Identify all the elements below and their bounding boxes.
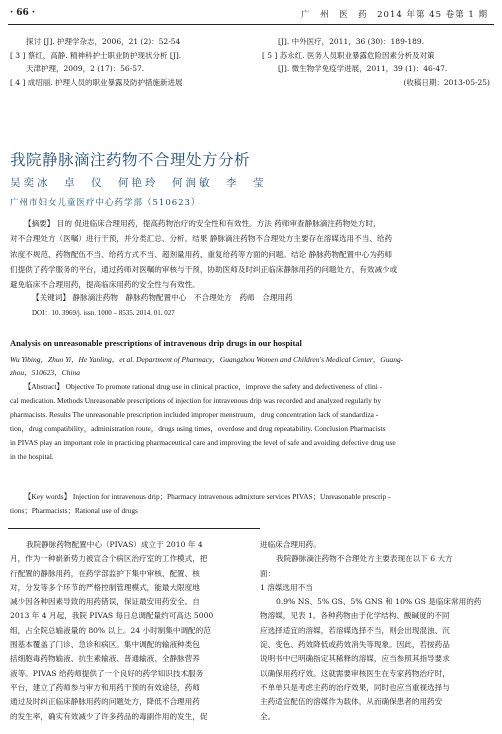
abstract-cn-line: 对不合理处方（医嘱）进行干预，并分类汇总、分析。结果 静脉滴注药物不合理处方主要存在溶媒选用不当、给药 (10, 234, 393, 244)
section-rule (8, 528, 260, 529)
body-line: 围基本覆盖了门诊、急诊和病区。集中调配的输液种类包 (10, 640, 200, 650)
body-line: 全。 (260, 711, 276, 721)
english-title: Analysis on unreasonable prescriptions of intravenous drip drugs in our hospital (10, 338, 302, 348)
english-abstract-line: in the hospital. (10, 451, 54, 461)
body-line: 平台，建立了药师参与审方和用药干预的有效途径，药师 (10, 682, 200, 692)
body-line: 通过及时纠正临床静脉用药的问题处方，降低不合理用药 (10, 697, 200, 707)
body-left-column (10, 538, 248, 724)
reference-line: 天津护理，2009，2 (17)：56-57. (26, 64, 145, 73)
english-abstract (10, 380, 490, 463)
keywords-cn: 【关键词】 静脉滴注药物 静脉药物配置中心 不合理处方 药师 合理用药 (32, 293, 293, 302)
reference-line: [ 3 ] 蔡红，高静. 精神科护士职业防护现状分析 [J]. (10, 50, 182, 60)
body-line: 减少因各种因素导致的用药错误，保证最安用药安全。自 (10, 597, 200, 607)
english-abstract-line: in PIVAS play an important role in practicing pharmaceutical care and improving the level of safe and avoiding defective drug use (10, 437, 396, 447)
english-abstract-line: tion，drug compatibility，administration route，drugs using times，overdose and drug repeatability. Conclusion Pharmacists (10, 423, 386, 433)
body-line: 以确保用药疗效。这就需要审核医生在专家药物治疗时， (260, 668, 450, 678)
english-keywords (10, 490, 490, 518)
body-line: 进临床合理用药。 (260, 540, 321, 549)
body-line: 行配置的静脉用药，在药学部监护下集中审核、配置、核 (10, 568, 200, 578)
body-line: 不单单只是考虑主药的治疗效果，同时也应当重视选择与 (260, 682, 450, 692)
body-line: 液等。PIVAS 给药师提供了一个良好的药学知识技术服务 (10, 668, 204, 678)
english-abstract-line: 【Abstract】 Objective To promote rational drug use in clinical practice，improve the safety and defectiveness of clini - (24, 382, 383, 391)
abstract-cn-line: 【摘要】 目的 促进临床合理用药，提高药物治疗的安全性和有效性。方法 药师审查静脉滴注药物处方时， (24, 219, 381, 228)
reference-line: [J]. 微生物学免疫学进展，2011，39 (1)：46-47. (278, 64, 448, 73)
body-line: 我院静脉药物配置中心（PIVAS）成立于 2010 年 4 (26, 540, 203, 549)
body-line: 物溶媒，见表 1。各种药物由于化学结构、酸碱度的不同 (260, 611, 450, 621)
body-line: 说明书中已明确指定其稀释的溶媒，应当参照其指导要求 (260, 654, 450, 664)
body-line: 的发生率，确实有效减少了许多药品的毒副作用的发生，促 (10, 711, 208, 721)
doi: DOI：10. 3969/j. issn. 1000 – 8535. 2014. 01. 027 (32, 309, 175, 317)
references-right (262, 35, 490, 89)
reference-line: (收稿日期：2013-05-25) (403, 77, 490, 87)
references-left (10, 35, 250, 89)
abstract-cn-line: 们提供了药学服务的平台，通过药师对医嘱的审核与干预，协助医师及时纠正临床静脉用药的问题处方，有效减少或 (10, 264, 398, 274)
body-line: 主药适宜配伍的溶媒作为载体，从而确保患者的用药安 (260, 697, 443, 707)
english-authors (10, 353, 490, 379)
body-line: 淀、变色、药效降低或药效消失等现象。因此，若按药品 (260, 640, 450, 650)
authors: 吴奕冰 卓 仪 何艳玲 何润敏 李 莹 (10, 177, 267, 189)
english-abstract-line: pharmacists. Results The unreasonable prescription included improper menstruum，drug concentration lack of standardiza - (10, 409, 379, 419)
reference-line: [ 4 ] 成绍丽. 护理人员的职业暴露及防护措施新进展 (10, 77, 183, 87)
body-line: 应选择适宜的溶媒，若溶媒选择不当，则会出现混浊、沉 (260, 625, 450, 635)
article-title: 我院静脉滴注药物不合理处方分析 (10, 151, 251, 169)
body-line: 1 溶媒选用不当 (260, 582, 313, 592)
body-line: 2013 年 4 月起，我院 PIVAS 每日总调配量约可高达 5000 (10, 611, 214, 621)
body-right-column (260, 538, 492, 724)
abstract-cn-line: 浓度不规范、药物配伍不当、给药方式不当、超剂量用药、重复给药等方面的问题。结论 静脉药物配置中心为药师 (10, 249, 393, 259)
body-line: 月，作为一种崭新势力被宣合个病区治疗室的工作模式，把 (10, 554, 208, 564)
body-line: 对，分发等多个环节的严格控制管理模式，能最大限度地 (10, 582, 200, 592)
body-line: 面： (260, 568, 276, 578)
affiliation: 广州市妇女儿童医疗中心药学部（510623） (10, 198, 201, 208)
body-line: 括细胞毒药物输液、抗生素输液、普通输液、全静脉营养 (10, 654, 200, 664)
body-line: 我院静脉滴注药物不合理处方主要表现在以下 6 大方 (276, 554, 453, 564)
english-authors-line: zhou，510623，China (10, 368, 81, 377)
body-line: 0.9% NS、5% GS、5% GNS 和 10% GS 是临床常用的药 (276, 597, 482, 607)
header-rule (8, 24, 494, 25)
reference-line: [ 5 ] 苏永红. 医务人员职业暴露危险因素分析及对策 (262, 50, 435, 60)
journal-header: 广 州 医 药 2014 年第 45 卷第 1 期 (301, 10, 488, 20)
page-number: · 66 · (10, 8, 36, 18)
english-abstract-line: cal medication. Methods Unreasonable prescriptions of injection for intravenous drip was recorded and analyzed regularly by (10, 395, 382, 405)
reference-line: 探讨 [J]. 护理学杂志，2006，21 (2)：52-54 (26, 37, 181, 46)
abstract-cn (10, 216, 490, 292)
abstract-cn-line: 避免临床不合理用药，提高临床用药的安全性与有效性。 (10, 280, 200, 290)
english-authors-line: Wu Yibing，Zhuo Yi，He Yanling，et al. Department of Pharmacy，Guangzhou Women and Children's Medical Center，Guang- (10, 355, 404, 364)
reference-line: [J]. 中外医疗，2011，36 (30)：189-189. (278, 37, 425, 46)
english-keywords-line: tions；Pharmacists；Rational use of drugs (10, 506, 138, 515)
body-line: 组，占全院总输液量的 80% 以上。24 小时制集中调配的范 (10, 625, 211, 635)
english-keywords-line: 【Key words】 Injection for intravenous drip；Pharmacy intravenous admixture services PIVAS；Unreasonable prescrip - (24, 492, 391, 501)
